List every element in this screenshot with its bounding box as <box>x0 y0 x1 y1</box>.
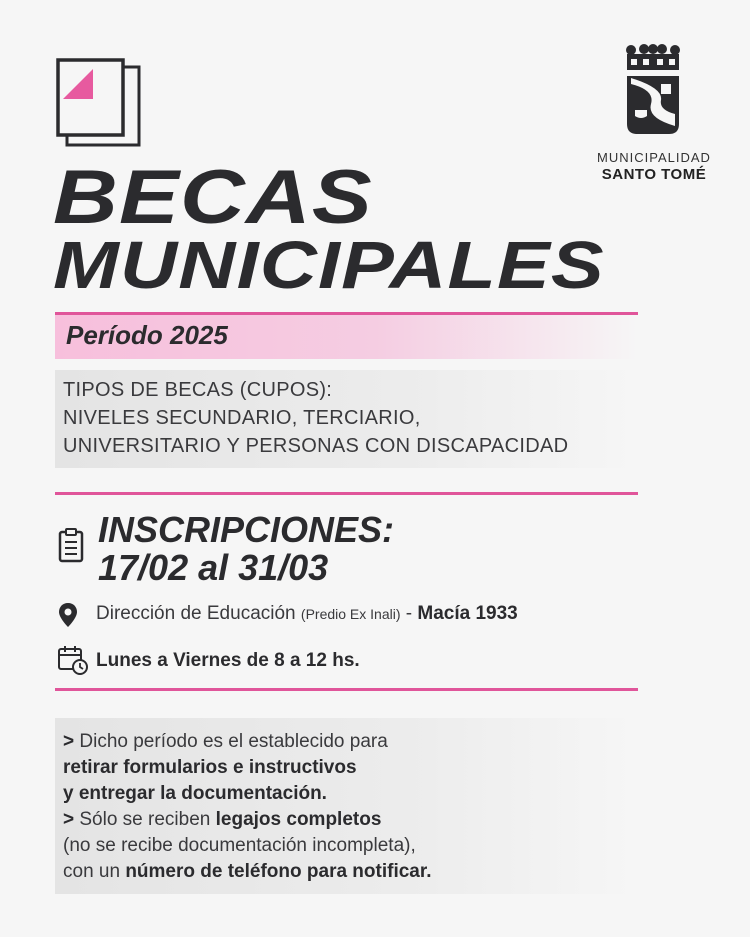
office-hours: Lunes a Viernes de 8 a 12 hs. <box>96 650 360 671</box>
divider <box>55 688 638 691</box>
note-line <box>63 757 357 779</box>
note-text: Dicho período es el establecido para <box>79 731 388 752</box>
note-line <box>63 835 416 857</box>
address-separator: - <box>400 603 418 624</box>
note-text: Sólo se reciben <box>79 809 216 830</box>
address-detail: (Predio Ex Inali) <box>300 606 401 622</box>
address-street: Macía 1933 <box>417 603 518 624</box>
note-bold: número de teléfono para notificar. <box>125 861 432 882</box>
note-bold: legajos completos <box>215 809 382 830</box>
location-pin-icon <box>58 602 78 633</box>
inscriptions-dates: 17/02 al 31/03 <box>98 547 329 588</box>
note-text: con un <box>63 861 126 882</box>
crown-shield-logo-icon <box>625 44 681 136</box>
logo-city-label: SANTO TOMÉ <box>601 166 707 183</box>
types-line: NIVELES SECUNDARIO, TERCIARIO, <box>63 407 421 429</box>
note-bold: y entregar la documentación. <box>63 783 327 804</box>
page-title-line2: MUNICIPALES <box>53 228 605 303</box>
logo-municipality-label: MUNICIPALIDAD <box>597 150 711 165</box>
address <box>96 603 518 625</box>
page-title-line1: BECAS <box>53 155 373 240</box>
document-icon <box>55 57 145 149</box>
divider <box>55 492 638 495</box>
note-line <box>63 731 388 753</box>
note-text: (no se recibe documentación incompleta), <box>63 835 416 856</box>
inscriptions-label: INSCRIPCIONES: <box>98 509 395 550</box>
types-line: UNIVERSITARIO Y PERSONAS CON DISCAPACIDAD <box>63 435 569 457</box>
address-place: Dirección de Educación <box>96 603 296 624</box>
note-bold: retirar formularios e instructivos <box>63 757 357 778</box>
municipality-logo <box>594 44 714 183</box>
note-line <box>63 809 381 831</box>
note-line <box>63 861 432 883</box>
types-heading: TIPOS DE BECAS (CUPOS): <box>63 379 333 401</box>
note-bullet: > <box>63 731 80 752</box>
calendar-clock-icon <box>57 645 89 680</box>
note-bullet: > <box>63 809 80 830</box>
note-line <box>63 783 327 805</box>
clipboard-icon <box>58 527 84 568</box>
period-label: Período 2025 <box>66 320 228 350</box>
